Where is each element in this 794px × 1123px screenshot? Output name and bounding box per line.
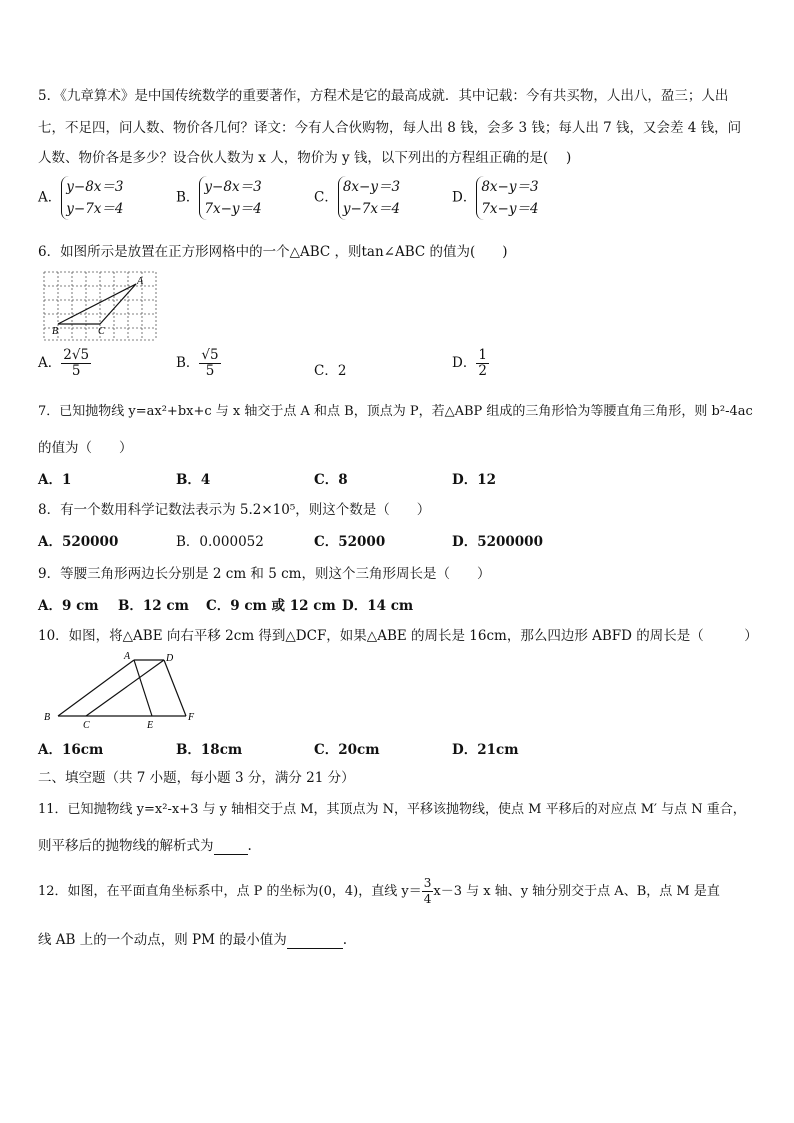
point-label-a: A	[137, 276, 144, 287]
option-label: B．	[176, 189, 200, 206]
q6-option-b	[176, 348, 221, 379]
equation: 7x−y＝4	[204, 201, 262, 217]
q6-option-c	[314, 359, 346, 379]
equation-system	[338, 176, 400, 220]
q5-line1: 5．《九章算术》是中国传统数学的重要著作，方程术是它的最高成就．其中记载：今有共买物，人出八，盈三；人出	[38, 88, 729, 104]
q12-line2-end: .	[342, 932, 348, 948]
q7-option-b: B．4	[176, 472, 211, 488]
q10-option-b: B．18cm	[176, 742, 243, 758]
point-label-f: F	[188, 712, 195, 723]
q8-option-d: D．5200000	[452, 534, 543, 550]
q10-figure	[40, 648, 210, 732]
q12-line1	[38, 876, 720, 907]
point-label-c: C	[83, 720, 90, 731]
equation-system	[476, 176, 538, 220]
q10-text: 10．如图，将△ABE 向右平移 2cm 得到△DCF，如果△ABE 的周长是 16cm，那么四边形 ABFD 的周长是（ ）	[38, 628, 758, 644]
option-label: C．	[314, 189, 338, 206]
q9-option-b: B．12 cm	[118, 598, 189, 614]
q11-line2-text: 则平移后的抛物线的解析式为	[38, 838, 214, 854]
q8-option-a: A．520000	[38, 534, 119, 550]
option-label: D．	[452, 189, 477, 206]
denominator: 5	[71, 363, 81, 379]
q10-option-d: D．21cm	[452, 742, 519, 758]
fraction	[61, 348, 91, 379]
answer-blank[interactable]	[287, 932, 343, 949]
q9-option-c: C．9 cm 或 12 cm	[206, 598, 336, 614]
q7-line1: 7．已知抛物线 y=ax²+bx+c 与 x 轴交于点 A 和点 B，顶点为 P，若△ABP 组成的三角形恰为等腰直角三角形，则 b²-4ac	[38, 404, 753, 419]
q5-option-d	[452, 176, 539, 220]
point-label-a: A	[124, 651, 131, 662]
q6-option-d	[452, 348, 489, 379]
q11-line2-end: .	[247, 838, 252, 854]
q10-option-c: C．20cm	[314, 742, 380, 758]
q8-text: 8．有一个数用科学记数法表示为 5.2×10⁵，则这个数是（ ）	[38, 502, 431, 518]
triangle-abc	[58, 284, 136, 324]
equation: y−7x＝4	[342, 201, 401, 217]
numerator: 2√5	[63, 347, 90, 363]
q5-option-c	[314, 176, 400, 220]
q5-option-b	[176, 176, 262, 220]
fraction	[476, 348, 489, 379]
q12-part1: 12．如图，在平面直角坐标系中，点 P 的坐标为(0，4)，直线 y＝	[38, 884, 422, 899]
answer-blank[interactable]	[214, 838, 248, 855]
q10-option-a: A．16cm	[38, 742, 104, 758]
numerator: 3	[423, 876, 432, 890]
equation-system	[61, 176, 123, 220]
equation: y−8x＝3	[66, 179, 124, 195]
option-label: D．	[452, 355, 477, 371]
q6-grid-figure	[40, 268, 160, 344]
q5-option-a	[38, 176, 123, 220]
q8-option-b: B．0.000052	[176, 534, 264, 550]
option-label: A．	[38, 189, 62, 206]
q11-line1: 11．已知抛物线 y=x²-x+3 与 y 轴相交于点 M，其顶点为 N，平移该抛物线，使点 M 平移后的对应点 M′ 与点 N 重合，	[38, 802, 746, 817]
q7-option-a: A．1	[38, 472, 72, 488]
equation: y−7x＝4	[66, 201, 124, 217]
equation: 8x−y＝3	[342, 179, 401, 195]
point-label-c: C	[98, 326, 105, 337]
equation-system	[199, 176, 261, 220]
point-label-e: E	[147, 720, 154, 731]
q11-line2	[38, 834, 252, 855]
translated-triangles	[58, 660, 186, 716]
point-label-b: B	[52, 326, 59, 337]
option-label: B．	[176, 355, 200, 371]
equation: 8x−y＝3	[481, 179, 539, 195]
denominator: 4	[423, 892, 432, 906]
q9-option-d: D．14 cm	[342, 598, 414, 614]
denominator: 2	[478, 363, 487, 379]
q9-text: 9．等腰三角形两边长分别是 2 cm 和 5 cm，则这个三角形周长是（ ）	[38, 566, 491, 582]
fraction	[199, 348, 220, 379]
q6-option-a	[38, 348, 91, 379]
q5-line2: 七，不足四，问人数、物价各几何？译文：今有人合伙购物，每人出 8 钱，会多 3 钱；每人出 7 钱，又会差 4 钱，问	[38, 120, 742, 136]
numerator: 1	[478, 347, 487, 363]
numerator: √5	[201, 347, 219, 363]
q6-text: 6．如图所示是放置在正方形网格中的一个△ABC ，则tan∠ABC 的值为( )	[38, 244, 508, 260]
q9-option-a: A．9 cm	[38, 598, 99, 614]
q12-part2: x－3 与 x 轴、y 轴分别交于点 A、B，点 M 是直	[433, 884, 720, 899]
point-label-d: D	[166, 653, 174, 664]
q5-line3: 人数、物价各是多少？设合伙人数为 x 人，物价为 y 钱，以下列出的方程组正确的是( )	[38, 150, 572, 166]
q7-option-c: C．8	[314, 472, 348, 488]
option-label: C．	[314, 363, 338, 379]
q7-line2: 的值为（ ）	[38, 440, 133, 456]
q12-line2-text: 线 AB 上的一个动点，则 PM 的最小值为	[38, 932, 287, 948]
equation: y−8x＝3	[204, 179, 262, 195]
option-value: 2	[337, 363, 347, 379]
q7-option-d: D．12	[452, 472, 496, 488]
denominator: 5	[205, 363, 215, 379]
point-label-b: B	[44, 712, 51, 723]
equation: 7x−y＝4	[481, 201, 539, 217]
q12-line2	[38, 928, 347, 949]
option-label: A．	[38, 355, 62, 371]
q8-option-c: C．52000	[314, 534, 386, 550]
slope-fraction	[422, 876, 434, 907]
section-heading-fill-in: 二、填空题（共 7 小题，每小题 3 分，满分 21 分）	[38, 770, 355, 786]
